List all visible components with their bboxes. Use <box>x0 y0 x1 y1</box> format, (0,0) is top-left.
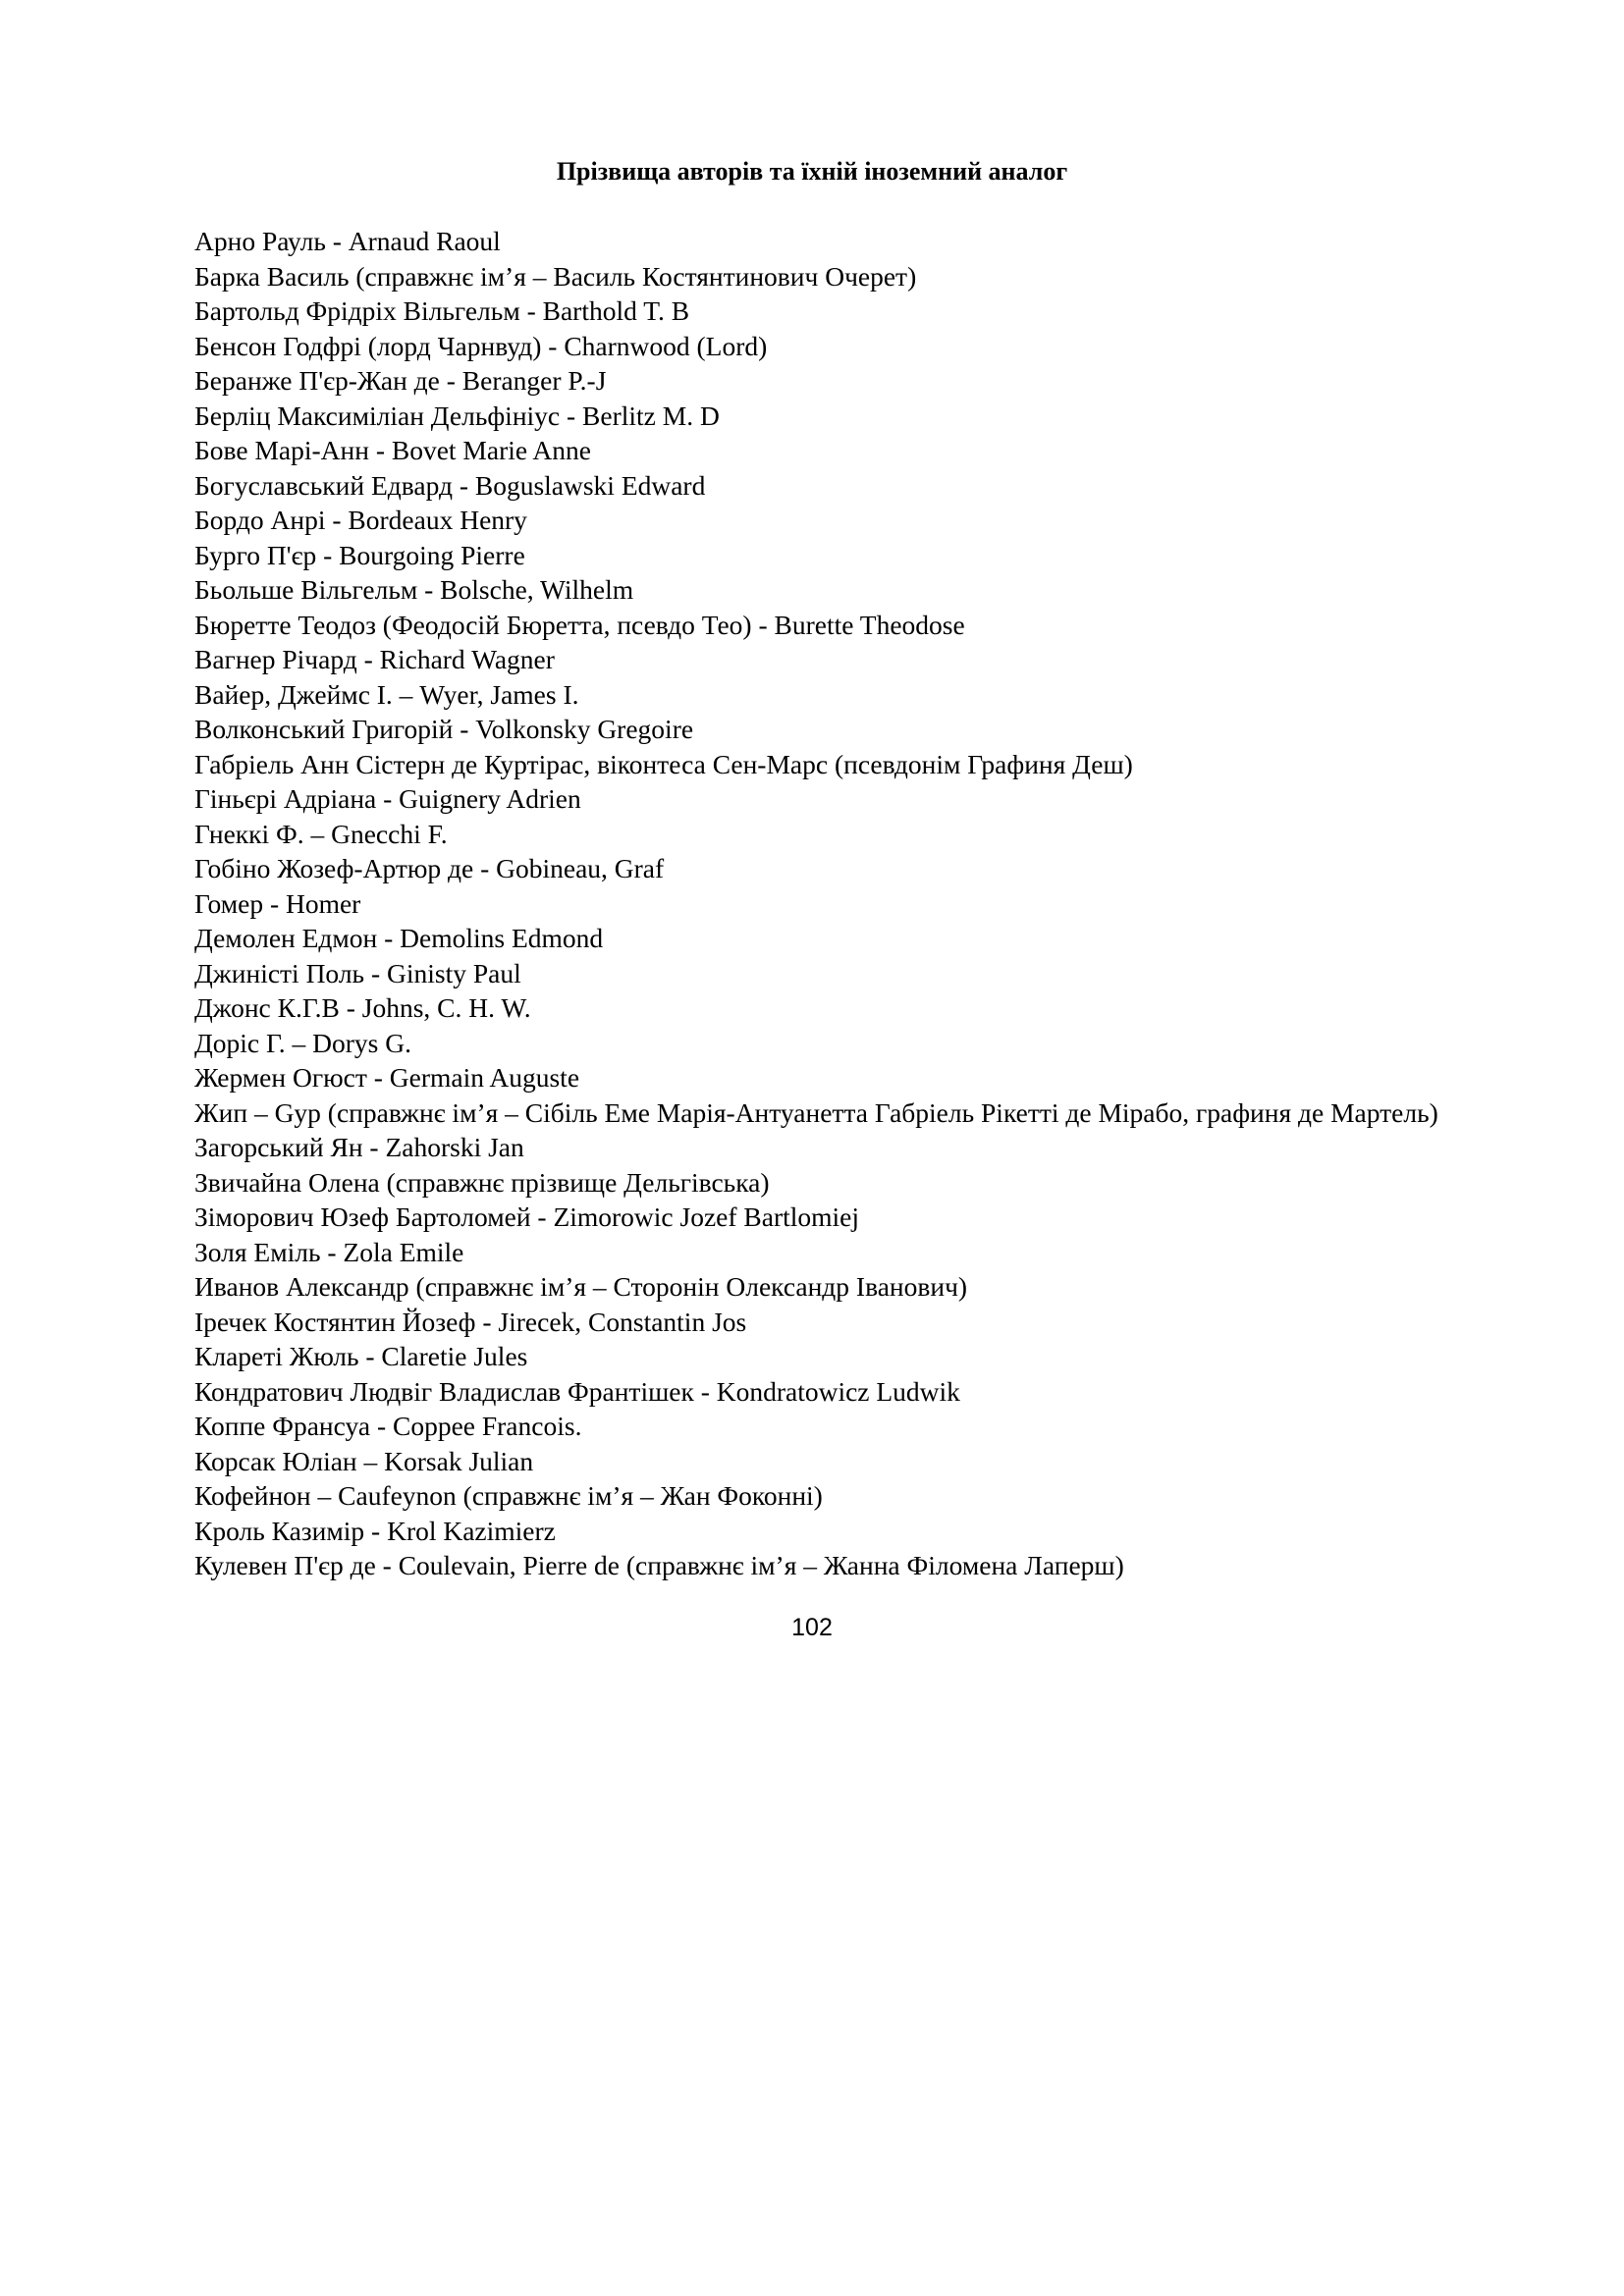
author-entry: Бурго П'єр - Bourgoing Pierre <box>194 539 525 570</box>
author-entry: Вагнер Річард - Richard Wagner <box>194 644 555 674</box>
author-entry: Корсак Юліан – Korsak Julian <box>194 1445 534 1476</box>
author-entry: Бьольше Вільгельм - Bolsche, Wilhelm <box>194 574 634 605</box>
author-entry: Арно Рауль - Arnaud Raoul <box>194 226 501 256</box>
author-entry: Іречек Костянтин Йозеф - Jirecek, Constantin Jos <box>194 1306 747 1337</box>
author-entry: Золя Еміль - Zola Emile <box>194 1236 464 1267</box>
author-entry: Коппе Франсуа - Coppee Francois. <box>194 1411 582 1441</box>
author-entry: Зіморович Юзеф Бартоломей - Zimorowic Jozef Bartlomiej <box>194 1201 860 1232</box>
author-list <box>194 224 1471 1583</box>
author-entry: Звичайна Олена (справжнє прізвище Дельгівська) <box>194 1166 770 1198</box>
author-entry: Гобіно Жозеф-Артюр де - Gobineau, Graf <box>194 853 665 883</box>
author-entry: Бенсон Годфрі (лорд Чарнвуд) - Charnwood (Lord) <box>194 330 768 361</box>
author-entry: Доріс Г. – Dorys G. <box>194 1027 411 1058</box>
author-entry: Джонс К.Г.В - Johns, C. H. W. <box>194 992 531 1023</box>
page-title: Прізвища авторів та їхній іноземний аналог <box>556 157 1068 186</box>
author-entry: Кроль Казимір - Krol Kazimierz <box>194 1515 556 1546</box>
author-entry: Бюретте Теодоз (Феодосій Бюретта, псевдо Тео) - Burette Theodose <box>194 609 965 640</box>
author-entry: Демолен Едмон - Demolins Edmond <box>194 923 604 953</box>
author-entry: Гіньєрі Адріана - Guignery Adrien <box>194 783 581 814</box>
author-entry: Кондратович Людвіг Владислав Франтішек - Kondratowicz Ludwik <box>194 1375 960 1407</box>
author-entry: Кофейнон – Caufeynon (справжнє ім’я – Жан Фоконні) <box>194 1480 823 1511</box>
author-entry: Джиністі Поль - Ginisty Paul <box>194 957 521 988</box>
author-entry: Клареті Жюль - Claretie Jules <box>194 1341 528 1371</box>
author-entry: Бове Марі-Анн - Bovet Marie Anne <box>194 435 592 465</box>
page-number: 102 <box>791 1614 833 1641</box>
author-entry: Бордо Анрі - Bordeaux Henry <box>194 505 527 535</box>
author-entry: Гомер - Homer <box>194 887 361 919</box>
author-entry: Иванов Александр (справжнє ім’я – Сторонін Олександр Іванович) <box>194 1271 968 1302</box>
author-entry: Берліц Максиміліан Дельфініус - Berlitz M. D <box>194 400 720 431</box>
author-entry: Жип – Gyp (справжнє ім’я – Сібіль Еме Марія-Антуанетта Габріель Рікетті де Мірабо, графиня де Мартель) <box>194 1096 1438 1128</box>
author-entry: Гнеккі Ф. – Gnecchi F. <box>194 818 448 849</box>
author-entry: Жермен Огюст - Germain Auguste <box>194 1062 580 1093</box>
author-entry: Вайер, Джеймс І. – Wyer, James I. <box>194 678 579 710</box>
author-entry: Бартольд Фрідріх Вільгельм - Barthold T. B <box>194 295 690 326</box>
author-entry: Загорський Ян - Zahorski Jan <box>194 1132 524 1162</box>
author-entry: Кулевен П'єр де - Coulevain, Pierre de (справжнє ім’я – Жанна Філомена Лаперш) <box>194 1550 1124 1580</box>
author-entry: Барка Василь (справжнє ім’я – Василь Костянтинович Очерет) <box>194 260 917 292</box>
author-entry: Волконський Григорій - Volkonsky Gregoire <box>194 714 694 744</box>
author-entry: Богуславський Едвард - Boguslawski Edward <box>194 469 706 501</box>
author-entry: Габріель Анн Сістерн де Куртірас, віконтеса Сен-Марс (псевдонім Графиня Деш) <box>194 748 1133 779</box>
author-entry: Беранже П'єр-Жан де - Beranger P.-J <box>194 365 607 396</box>
